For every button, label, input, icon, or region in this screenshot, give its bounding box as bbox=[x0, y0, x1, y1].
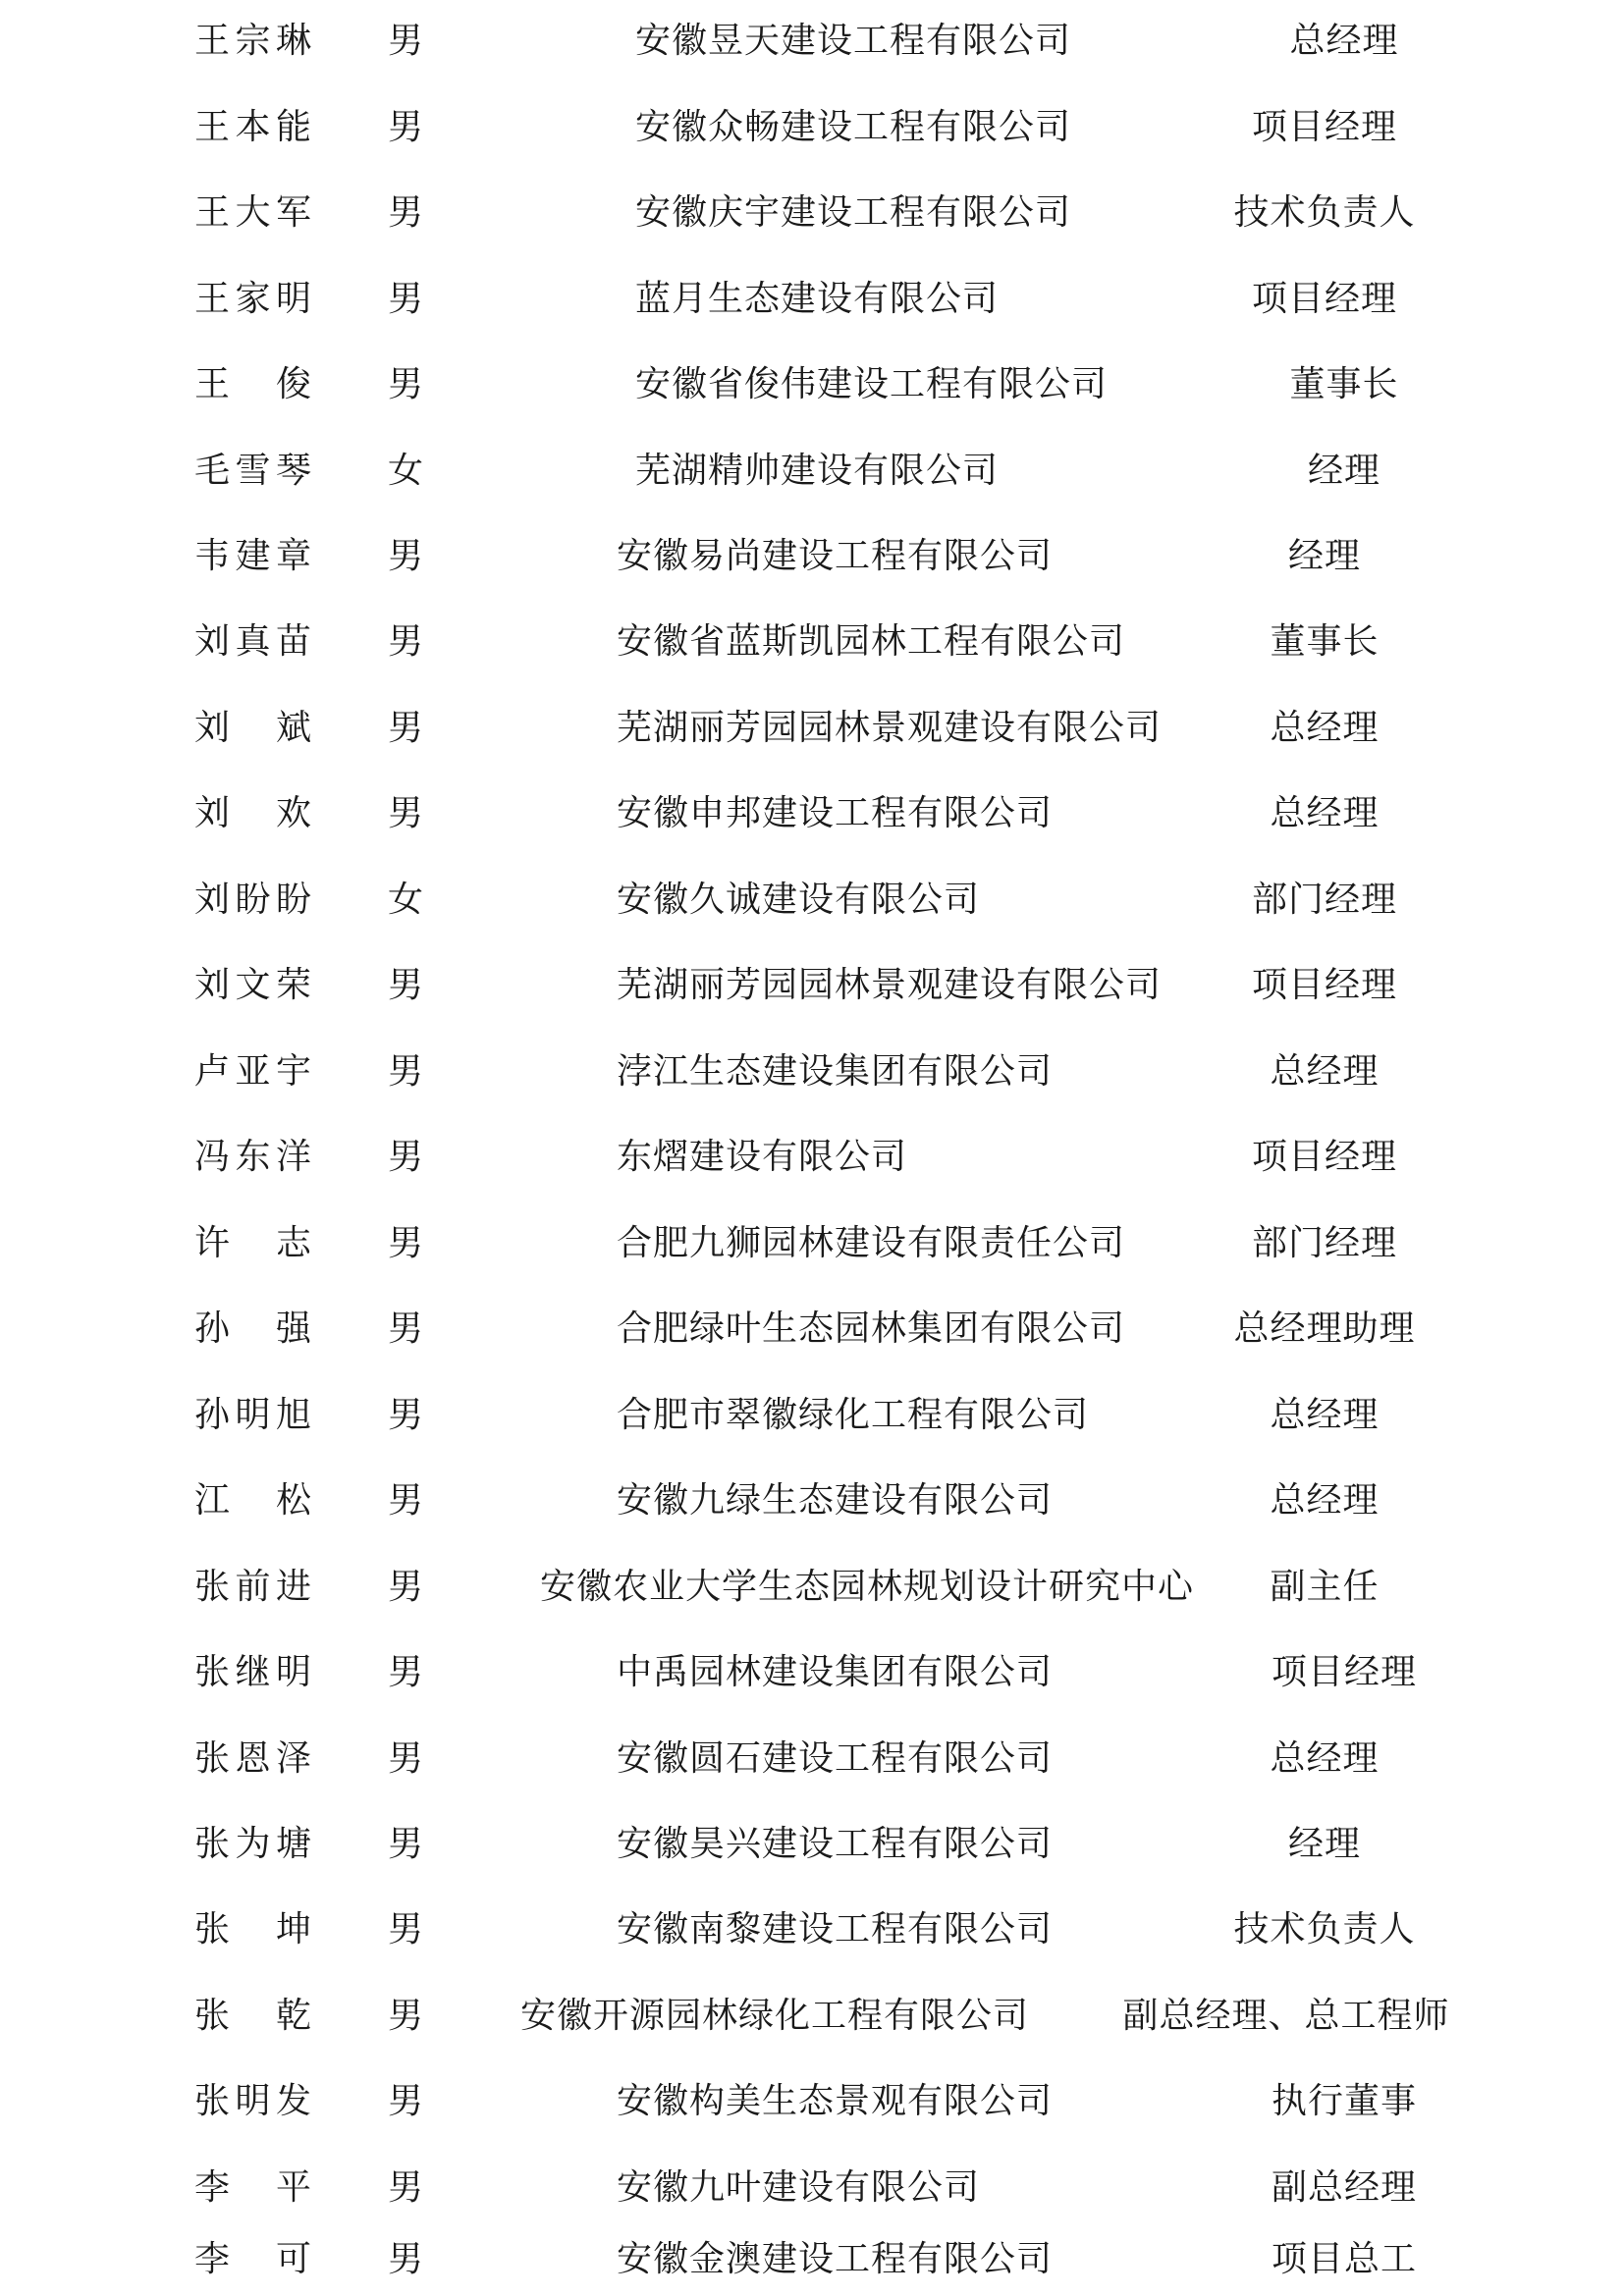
person-organization: 中禹园林建设集团有限公司 bbox=[617, 1652, 1054, 1692]
person-gender: 男 bbox=[388, 107, 425, 147]
person-name: 张前进 bbox=[194, 1567, 312, 1607]
list-row bbox=[0, 1128, 1624, 1187]
person-gender: 男 bbox=[388, 965, 425, 1005]
person-title: 项目经理 bbox=[1251, 279, 1397, 319]
person-title: 总经理 bbox=[1270, 708, 1380, 748]
person-gender: 男 bbox=[388, 21, 425, 61]
person-title: 经理 bbox=[1307, 451, 1380, 491]
person-title: 总经理 bbox=[1289, 21, 1399, 61]
person-name: 刘斌 bbox=[194, 708, 312, 748]
person-organization: 安徽久诚建设有限公司 bbox=[617, 880, 981, 920]
person-organization: 安徽省蓝斯凯园林工程有限公司 bbox=[617, 621, 1126, 662]
person-organization: 芜湖丽芳园园林景观建设有限公司 bbox=[617, 708, 1163, 748]
list-row bbox=[0, 1042, 1624, 1101]
person-gender: 男 bbox=[388, 708, 425, 748]
person-title: 项目经理 bbox=[1251, 1137, 1397, 1177]
person-organization: 安徽金澳建设工程有限公司 bbox=[617, 2239, 1054, 2279]
person-name: 刘真苗 bbox=[194, 621, 312, 662]
person-title: 部门经理 bbox=[1251, 1223, 1397, 1263]
list-row bbox=[0, 98, 1624, 157]
person-gender: 男 bbox=[388, 793, 425, 833]
person-organization: 安徽九叶建设有限公司 bbox=[617, 2167, 981, 2208]
person-gender: 男 bbox=[388, 621, 425, 662]
person-organization: 安徽众畅建设工程有限公司 bbox=[635, 107, 1072, 147]
person-title: 项目总工 bbox=[1271, 2239, 1417, 2279]
person-organization: 安徽易尚建设工程有限公司 bbox=[617, 536, 1054, 576]
list-row bbox=[0, 1987, 1624, 2046]
person-organization: 安徽九绿生态建设有限公司 bbox=[617, 1480, 1054, 1521]
person-organization: 安徽昊兴建设工程有限公司 bbox=[617, 1824, 1054, 1864]
list-row bbox=[0, 1386, 1624, 1445]
list-row bbox=[0, 784, 1624, 843]
person-name: 江松 bbox=[194, 1480, 312, 1521]
list-row bbox=[0, 355, 1624, 414]
person-title: 副总经理 bbox=[1271, 2167, 1417, 2208]
person-title: 经理 bbox=[1287, 1824, 1361, 1864]
person-gender: 男 bbox=[388, 1567, 425, 1607]
person-name: 孙强 bbox=[194, 1308, 312, 1349]
person-name: 韦建章 bbox=[194, 536, 312, 576]
person-name: 张坤 bbox=[194, 1909, 312, 1949]
person-name: 许志 bbox=[194, 1223, 312, 1263]
person-name: 王本能 bbox=[194, 107, 312, 147]
list-row bbox=[0, 12, 1624, 71]
person-organization: 安徽南黎建设工程有限公司 bbox=[617, 1909, 1054, 1949]
list-row bbox=[0, 1214, 1624, 1273]
person-gender: 男 bbox=[388, 1395, 425, 1435]
list-row bbox=[0, 1815, 1624, 1874]
person-title: 项目经理 bbox=[1251, 107, 1397, 147]
person-title: 副主任 bbox=[1270, 1567, 1380, 1607]
person-title: 总经理 bbox=[1270, 1480, 1380, 1521]
list-row bbox=[0, 1900, 1624, 1959]
person-gender: 男 bbox=[388, 1909, 425, 1949]
person-name: 刘欢 bbox=[194, 793, 312, 833]
list-row bbox=[0, 2230, 1624, 2289]
person-title: 经理 bbox=[1287, 536, 1361, 576]
person-organization: 安徽农业大学生态园林规划设计研究中心 bbox=[540, 1567, 1195, 1607]
person-gender: 女 bbox=[388, 880, 425, 920]
person-gender: 男 bbox=[388, 1051, 425, 1092]
person-name: 冯东洋 bbox=[194, 1137, 312, 1177]
person-name: 张继明 bbox=[194, 1652, 312, 1692]
person-organization: 安徽开源园林绿化工程有限公司 bbox=[520, 1996, 1030, 2036]
person-gender: 男 bbox=[388, 1738, 425, 1779]
person-name: 孙明旭 bbox=[194, 1395, 312, 1435]
person-name: 张为塘 bbox=[194, 1824, 312, 1864]
list-row bbox=[0, 613, 1624, 671]
person-gender: 男 bbox=[388, 1824, 425, 1864]
person-name: 张恩泽 bbox=[194, 1738, 312, 1779]
person-name: 刘盼盼 bbox=[194, 880, 312, 920]
person-name: 王宗琳 bbox=[194, 21, 312, 61]
person-name: 王大军 bbox=[194, 192, 312, 233]
person-title: 技术负责人 bbox=[1233, 192, 1416, 233]
person-title: 总经理 bbox=[1270, 1051, 1380, 1092]
person-organization: 安徽构美生态景观有限公司 bbox=[617, 2081, 1054, 2121]
list-row bbox=[0, 699, 1624, 758]
person-gender: 男 bbox=[388, 364, 425, 404]
list-row bbox=[0, 184, 1624, 242]
person-organization: 安徽昱天建设工程有限公司 bbox=[635, 21, 1072, 61]
list-row bbox=[0, 1300, 1624, 1359]
person-title: 董事长 bbox=[1270, 621, 1380, 662]
person-gender: 男 bbox=[388, 1223, 425, 1263]
person-organization: 安徽省俊伟建设工程有限公司 bbox=[635, 364, 1109, 404]
person-gender: 男 bbox=[388, 1308, 425, 1349]
person-title: 总经理 bbox=[1270, 1395, 1380, 1435]
person-title: 项目经理 bbox=[1271, 1652, 1417, 1692]
list-row bbox=[0, 527, 1624, 586]
person-organization: 安徽圆石建设工程有限公司 bbox=[617, 1738, 1054, 1779]
person-name: 李平 bbox=[194, 2167, 312, 2208]
person-organization: 安徽申邦建设工程有限公司 bbox=[617, 793, 1054, 833]
person-organization: 芜湖精帅建设有限公司 bbox=[635, 451, 1000, 491]
person-title: 执行董事 bbox=[1271, 2081, 1417, 2121]
person-name: 卢亚宇 bbox=[194, 1051, 312, 1092]
list-row bbox=[0, 1643, 1624, 1702]
person-name: 张乾 bbox=[194, 1996, 312, 2036]
list-row bbox=[0, 1730, 1624, 1789]
person-title: 项目经理 bbox=[1251, 965, 1397, 1005]
person-gender: 男 bbox=[388, 2239, 425, 2279]
person-gender: 男 bbox=[388, 1137, 425, 1177]
person-organization: 安徽庆宇建设工程有限公司 bbox=[635, 192, 1072, 233]
person-organization: 芜湖丽芳园园林景观建设有限公司 bbox=[617, 965, 1163, 1005]
person-gender: 女 bbox=[388, 451, 425, 491]
list-row bbox=[0, 956, 1624, 1015]
person-organization: 合肥市翠徽绿化工程有限公司 bbox=[617, 1395, 1090, 1435]
person-name: 王家明 bbox=[194, 279, 312, 319]
list-row bbox=[0, 2072, 1624, 2131]
person-organization: 浡江生态建设集团有限公司 bbox=[617, 1051, 1054, 1092]
person-title: 部门经理 bbox=[1251, 880, 1397, 920]
person-gender: 男 bbox=[388, 2167, 425, 2208]
person-gender: 男 bbox=[388, 192, 425, 233]
list-row bbox=[0, 1558, 1624, 1617]
person-name: 王俊 bbox=[194, 364, 312, 404]
person-gender: 男 bbox=[388, 1996, 425, 2036]
person-name: 李可 bbox=[194, 2239, 312, 2279]
person-title: 技术负责人 bbox=[1233, 1909, 1416, 1949]
list-row bbox=[0, 871, 1624, 930]
person-name: 张明发 bbox=[194, 2081, 312, 2121]
person-title: 董事长 bbox=[1289, 364, 1399, 404]
list-row bbox=[0, 1471, 1624, 1530]
person-gender: 男 bbox=[388, 1480, 425, 1521]
list-row bbox=[0, 2159, 1624, 2217]
list-row bbox=[0, 270, 1624, 329]
person-organization: 合肥绿叶生态园林集团有限公司 bbox=[617, 1308, 1126, 1349]
person-gender: 男 bbox=[388, 536, 425, 576]
person-organization: 蓝月生态建设有限公司 bbox=[635, 279, 1000, 319]
person-title: 总经理 bbox=[1270, 1738, 1380, 1779]
person-name: 刘文荣 bbox=[194, 965, 312, 1005]
list-row bbox=[0, 442, 1624, 501]
person-title: 总经理 bbox=[1270, 793, 1380, 833]
person-name: 毛雪琴 bbox=[194, 451, 312, 491]
person-gender: 男 bbox=[388, 279, 425, 319]
person-title: 总经理助理 bbox=[1233, 1308, 1416, 1349]
person-organization: 东熠建设有限公司 bbox=[617, 1137, 908, 1177]
person-organization: 合肥九狮园林建设有限责任公司 bbox=[617, 1223, 1126, 1263]
person-gender: 男 bbox=[388, 2081, 425, 2121]
person-title: 副总经理、总工程师 bbox=[1122, 1996, 1450, 2036]
person-gender: 男 bbox=[388, 1652, 425, 1692]
